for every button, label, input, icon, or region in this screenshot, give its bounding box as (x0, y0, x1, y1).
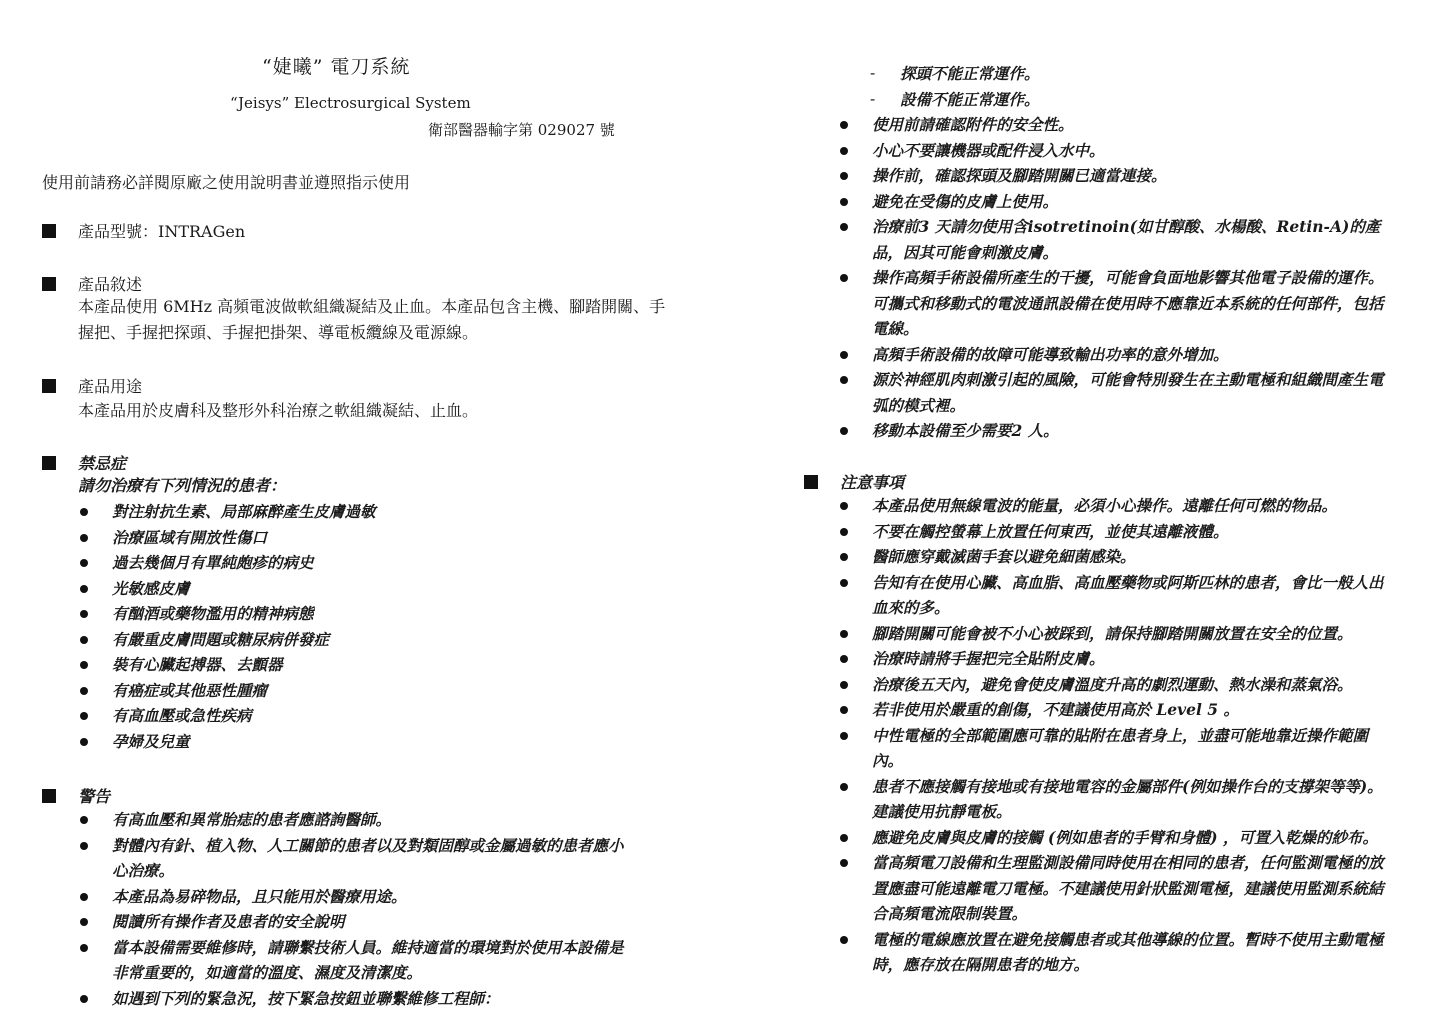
model-label: 產品型號：INTRAGen (78, 222, 246, 241)
list-item: 如遇到下列的緊急況，按下緊急按鈕並聯繫維修工程師： (78, 986, 638, 1012)
bullet-icon (80, 712, 88, 720)
contraindications-intro: 請勿治療有下列情況的患者： (78, 476, 287, 495)
bullet-icon (840, 834, 848, 842)
bullet-icon (80, 661, 88, 669)
usage-title: 產品用途 (78, 377, 143, 396)
dash-bullet-icon: - (870, 64, 876, 82)
list-item: 有癌症或其他惡性腫瘤 (78, 678, 658, 704)
list-item: 治療後五天內，避免會使皮膚溫度升高的劇烈運動、熱水澡和蒸氣浴。 (838, 672, 1398, 698)
bullet-icon (840, 376, 848, 384)
bullet-icon (840, 172, 848, 180)
bullet-icon (840, 732, 848, 740)
list-item: 當本設備需要維修時，請聯繫技術人員。維持適當的環境對於使用本設備是非常重要的，如適當的溫度、濕度及清潔度。 (78, 935, 638, 986)
list-item: 對體內有針、植入物、人工關節的患者以及對類固醇或金屬過敏的患者應小心治療。 (78, 833, 638, 884)
list-item: 本產品為易碎物品，且只能用於醫療用途。 (78, 884, 638, 910)
bullet-icon (840, 223, 848, 231)
bullet-icon (840, 859, 848, 867)
list-item: 小心不要讓機器或配件浸入水中。 (838, 138, 1398, 164)
bullet-icon (80, 559, 88, 567)
bullet-icon (80, 816, 88, 824)
emergency-sub-list (866, 61, 1386, 112)
list-item: 告知有在使用心臟、高血脂、高血壓藥物或阿斯匹林的患者，會比一般人出血來的多。 (838, 570, 1398, 621)
contraindications-list (78, 499, 658, 754)
bullet-icon (840, 783, 848, 791)
precautions-title: 注意事項 (840, 473, 905, 492)
usage-text: 本產品用於皮膚科及整形外科治療之軟組織凝結、止血。 (78, 401, 479, 420)
warnings-title: 警告 (78, 787, 111, 806)
bullet-icon (840, 655, 848, 663)
square-bullet-icon (42, 789, 56, 803)
list-item: 源於神經肌肉刺激引起的風險，可能會特別發生在主動電極和組織間產生電弧的模式裡。 (838, 367, 1398, 418)
square-bullet-icon (42, 224, 56, 238)
list-item: - 設備不能正常運作。 (866, 87, 1386, 113)
list-item: 患者不應接觸有接地或有接地電容的金屬部件(例如操作台的支撐架等等)。建議使用抗靜電板。 (838, 774, 1398, 825)
square-bullet-icon (42, 277, 56, 291)
list-item: 治療前3 天請勿使用含isotretinoin(如甘醇酸、水楊酸、Retin-A)的產品，因其可能會刺激皮膚。 (838, 214, 1398, 265)
list-item: 本產品使用無線電波的能量，必須小心操作。遠離任何可燃的物品。 (838, 493, 1398, 519)
list-item: 有嚴重皮膚問題或糖尿病併發症 (78, 627, 658, 653)
list-item: 治療區域有開放性傷口 (78, 525, 658, 551)
bullet-icon (840, 579, 848, 587)
list-item: 閱讀所有操作者及患者的安全說明 (78, 909, 638, 935)
dash-bullet-icon: - (870, 89, 876, 108)
bullet-icon (840, 706, 848, 714)
list-item: 有酗酒或藥物濫用的精神病態 (78, 601, 658, 627)
list-item: 對注射抗生素、局部麻醉產生皮膚過敏 (78, 499, 658, 525)
bullet-icon (80, 636, 88, 644)
bullet-icon (840, 681, 848, 689)
list-item: 腳踏開關可能會被不小心被踩到，請保持腳踏開關放置在安全的位置。 (838, 621, 1398, 647)
bullet-icon (840, 147, 848, 155)
contraindications-title: 禁忌症 (78, 454, 127, 473)
square-bullet-icon (42, 379, 56, 393)
list-item: 當高頻電刀設備和生理監測設備同時使用在相同的患者，任何監測電極的放置應盡可能遠離電刀電極。不建議使用針狀監測電極，建議使用監測系統結合高頻電流限制裝置。 (838, 850, 1398, 927)
bullet-icon (840, 274, 848, 282)
list-item: 操作高頻手術設備所產生的干擾，可能會負面地影響其他電子設備的運作。可攜式和移動式的電波通訊設備在使用時不應靠近本系統的任何部件，包括電線。 (838, 265, 1398, 342)
list-item: 移動本設備至少需要2 人。 (838, 418, 1398, 444)
bullet-icon (840, 553, 848, 561)
list-item: 電極的電線應放置在避免接觸患者或其他導線的位置。暫時不使用主動電極時，應存放在隔開患者的地方。 (838, 927, 1398, 978)
list-item: 若非使用於嚴重的創傷，不建議使用高於 Level 5 。 (838, 697, 1398, 723)
bullet-icon (840, 528, 848, 536)
document-title-zh: “婕曦” 電刀系統 (262, 56, 411, 78)
list-item: 避免在受傷的皮膚上使用。 (838, 189, 1398, 215)
precautions-list (838, 493, 1398, 978)
bullet-icon (80, 508, 88, 516)
list-item: 應避免皮膚與皮膚的接觸 (例如患者的手臂和身體) ，可置入乾燥的紗布。 (838, 825, 1398, 851)
description-text: 本產品使用 6MHz 高頻電波做軟組織凝結及止血。本產品包含主機、腳踏開關、手握把、手握把探頭、手握把掛架、導電板纜線及電源線。 (78, 297, 666, 342)
bullet-icon (80, 585, 88, 593)
bullet-icon (840, 198, 848, 206)
bullet-icon (80, 918, 88, 926)
bullet-icon (80, 738, 88, 746)
bullet-icon (840, 630, 848, 638)
bullet-icon (80, 842, 88, 850)
bullet-icon (80, 534, 88, 542)
bullet-icon (80, 610, 88, 618)
bullet-icon (80, 893, 88, 901)
bullet-icon (840, 936, 848, 944)
list-item: 醫師應穿戴滅菌手套以避免細菌感染。 (838, 544, 1398, 570)
bullet-icon (80, 944, 88, 952)
bullet-icon (80, 687, 88, 695)
list-item: - 探頭不能正常運作。 (866, 61, 1386, 87)
list-item: 不要在觸控螢幕上放置任何東西，並使其遠離液體。 (838, 519, 1398, 545)
usage-notice: 使用前請務必詳閱原廠之使用說明書並遵照指示使用 (42, 173, 411, 192)
list-item: 中性電極的全部範圍應可靠的貼附在患者身上，並盡可能地靠近操作範圍內。 (838, 723, 1398, 774)
list-item: 有高血壓和異常胎痣的患者應諮詢醫師。 (78, 807, 638, 833)
list-item: 治療時請將手握把完全貼附皮膚。 (838, 646, 1398, 672)
warnings-continued-list (838, 112, 1398, 444)
square-bullet-icon (804, 475, 818, 489)
bullet-icon (80, 995, 88, 1003)
list-item: 使用前請確認附件的安全性。 (838, 112, 1398, 138)
list-item: 過去幾個月有單純皰疹的病史 (78, 550, 658, 576)
bullet-icon (840, 427, 848, 435)
list-item: 高頻手術設備的故障可能導致輸出功率的意外增加。 (838, 342, 1398, 368)
list-item: 操作前，確認探頭及腳踏開關已適當連接。 (838, 163, 1398, 189)
list-item: 裝有心臟起搏器、去顫器 (78, 652, 658, 678)
list-item: 光敏感皮膚 (78, 576, 658, 602)
warnings-list (78, 807, 638, 1011)
bullet-icon (840, 351, 848, 359)
list-item: 孕婦及兒童 (78, 729, 658, 755)
bullet-icon (840, 121, 848, 129)
description-title: 產品敘述 (78, 275, 143, 294)
bullet-icon (840, 502, 848, 510)
list-item: 有高血壓或急性疾病 (78, 703, 658, 729)
permit-number: 衛部醫器輸字第 029027 號 (428, 121, 615, 139)
document-title-en: “Jeisys” Electrosurgical System (230, 94, 471, 112)
square-bullet-icon (42, 456, 56, 470)
